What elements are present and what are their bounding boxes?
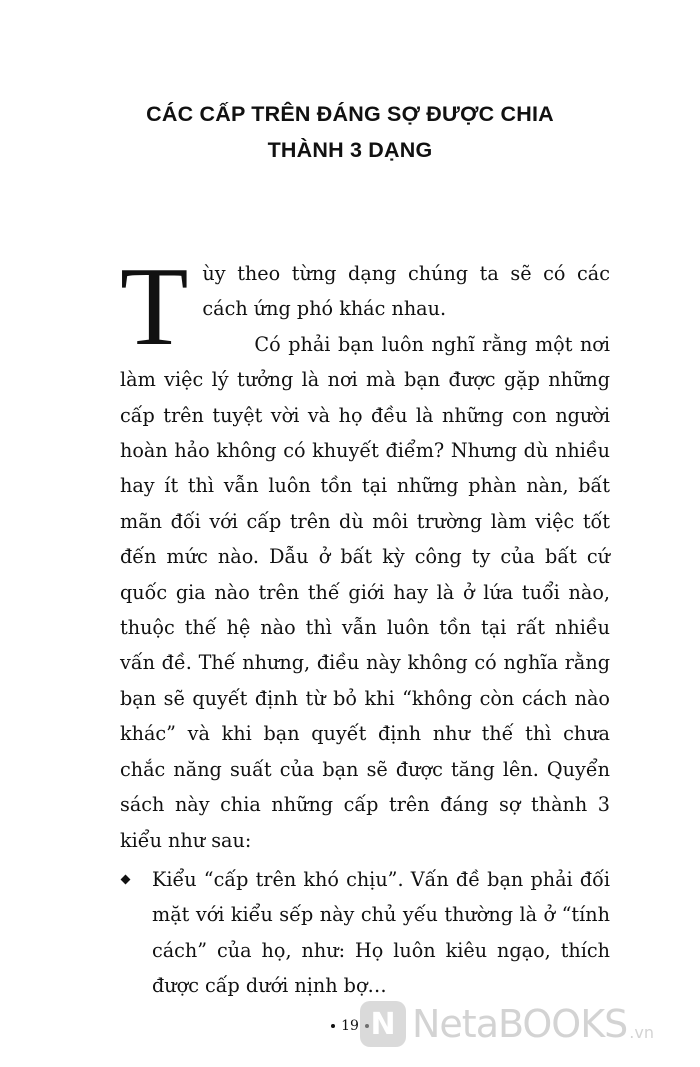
page-number: 19 [341,1018,359,1034]
diamond-bullet-icon [121,874,131,884]
body-text [120,245,610,1004]
watermark-suffix: .vn [629,1023,654,1042]
bullet-list [120,862,610,1004]
paragraph-1 [120,245,610,369]
dot-icon [331,1024,335,1028]
list-item-text: Kiểu “cấp trên khó chịu”. Vấn đề bạn phải đối mặt với kiểu sếp này chủ yếu thường là ở “tính cách” của họ, như: Họ luôn kiêu ngạo, thích được cấp dưới nịnh bợ… [152,867,610,998]
watermark-brand: NetaBOOKS [412,1002,628,1046]
netabooks-logo-icon: N [360,1001,406,1047]
list-item [120,862,610,1004]
paragraph-2: Có phải bạn luôn nghĩ rằng một nơi làm việc lý tưởng là nơi mà bạn được gặp những cấp trên tuyệt vời và họ đều là những con người hoàn hảo không có khuyết điểm? Nhưng dù nhiều hay ít thì vẫn luôn tồn tại những phàn nàn, bất mãn đối với cấp trên dù môi trường làm việc tốt đến mức nào. Dẫu ở bất kỳ công ty của bất cứ quốc gia nào trên thế giới hay là ở lứa tuổi nào, thuộc thế hệ nào thì vẫn luôn tồn tại rất nhiều vấn đề. Thế nhưng, điều này không có nghĩa rằng bạn sẽ quyết định từ bỏ khi “không còn cách nào khác” và khi bạn quyết định như thế thì chưa chắc năng suất của bạn sẽ được tăng lên. Quyển sách này chia những cấp trên đáng sợ thành 3 kiểu như sau: [120,332,610,852]
chapter-title-line-2: THÀNH 3 DẠNG [267,138,433,162]
watermark [360,994,654,1054]
paragraph-1-text: ùy theo từng dạng chúng ta sẽ có các cách ứng phó khác nhau. [202,262,610,321]
drop-cap: T [120,245,189,369]
chapter-title-line-1: CÁC CẤP TRÊN ĐÁNG SỢ ĐƯỢC CHIA [146,102,554,126]
chapter-title [80,96,620,168]
